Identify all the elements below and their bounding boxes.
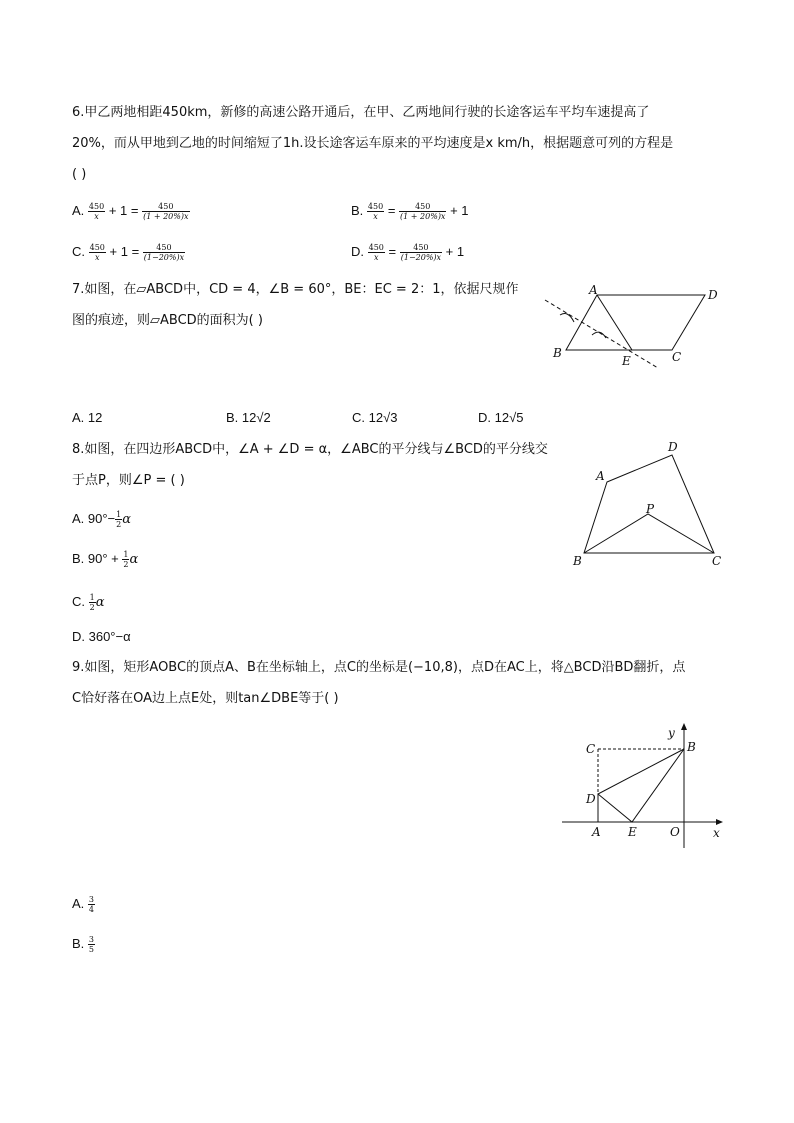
label-c: C — [672, 350, 682, 364]
option-label: A. — [72, 203, 85, 218]
x-axis-arrow — [716, 819, 723, 825]
q8-option-c[interactable] — [72, 593, 105, 612]
fraction: $\frac{3}{5}$ — [88, 935, 94, 955]
q6-option-c[interactable] — [72, 243, 185, 262]
q8-line1: 8.如图，在四边形ABCD中，∠A + ∠D = α，∠ABC的平分线与∠BCD的平分线交 — [72, 442, 548, 457]
q7-line2: 图的痕迹，则▱ABCD的面积为( ) — [72, 313, 263, 328]
fraction: $\frac{450}{x}$ — [368, 243, 384, 263]
triangle-bde — [598, 749, 684, 822]
q6-line2: 20%，而从甲地到乙地的时间缩短了1h.设长途客运车原来的平均速度是x km/h，根据题意可列的方程是 — [72, 136, 674, 151]
q7-parallelogram-figure — [540, 280, 730, 375]
perpendicular-bisector-line — [545, 300, 658, 368]
q9-line1: 9.如图，矩形AOBC的顶点A、B在坐标轴上，点C的坐标是(−10,8)，点D在AC上，将△BCD沿BD翻折，点 — [72, 660, 686, 675]
equation-middle: = — [384, 244, 400, 259]
q7-option-b[interactable]: B. 12√2 — [226, 410, 271, 425]
label-c: C — [586, 742, 596, 756]
bisectors-bp-cp — [584, 514, 714, 553]
q9-option-a[interactable] — [72, 895, 95, 914]
equation-middle: = — [384, 203, 400, 218]
q9-coordinate-figure — [560, 720, 725, 850]
label-d: D — [708, 288, 718, 302]
option-label: C. — [72, 244, 85, 259]
equation-tail: + 1 — [442, 244, 465, 259]
fraction: $\frac{450}{(1-20\%)x}$ — [400, 243, 442, 263]
label-p: P — [646, 502, 655, 516]
label-c: C — [712, 554, 722, 568]
label-x: x — [713, 826, 720, 840]
q7-option-d[interactable]: D. 12√5 — [478, 410, 524, 425]
arc-mark — [560, 314, 574, 322]
q6-option-b[interactable] — [351, 202, 469, 221]
q8-option-a[interactable] — [72, 510, 131, 529]
segment-ae — [597, 295, 632, 350]
alpha: α — [129, 552, 139, 567]
option-label: C. — [72, 594, 89, 609]
label-a: A — [596, 469, 605, 483]
q9-option-b[interactable] — [72, 935, 95, 954]
y-axis-arrow — [681, 723, 687, 730]
fraction-half: $\frac{1}{2}$ — [89, 593, 95, 613]
q7-line1: 7.如图，在▱ABCD中，CD = 4，∠B = 60°，BE：EC = 2：1，依据尺规作 — [72, 282, 519, 297]
option-label: D. — [351, 244, 364, 259]
fraction-half: $\frac{1}{2}$ — [116, 510, 122, 530]
q7-option-c[interactable]: C. 12√3 — [352, 410, 398, 425]
q9-line2: C恰好落在OA边上点E处，则tan∠DBE等于( ) — [72, 691, 339, 706]
fraction: $\frac{450}{x}$ — [88, 202, 105, 222]
q7-option-a[interactable]: A. 12 — [72, 410, 103, 425]
equation-middle: + 1 = — [105, 203, 143, 218]
label-a: A — [589, 283, 598, 297]
q8-quadrilateral-figure — [568, 436, 728, 572]
q8-option-b[interactable] — [72, 550, 138, 569]
label-b: B — [553, 346, 562, 360]
label-d: D — [668, 440, 678, 454]
label-a: A — [592, 825, 601, 839]
fraction: $\frac{3}{4}$ — [88, 895, 94, 915]
label-b: B — [687, 740, 696, 754]
q6-line3: ( ) — [72, 167, 87, 182]
equation-middle: + 1 = — [105, 244, 143, 259]
fraction: $\frac{450}{x}$ — [367, 202, 384, 222]
option-label: B. 90° + — [72, 551, 123, 566]
option-label: B. — [351, 203, 364, 218]
q6-option-d[interactable] — [351, 243, 464, 262]
alpha: α — [95, 595, 105, 610]
label-o: O — [670, 825, 680, 839]
q8-option-d[interactable]: D. 360°−α — [72, 629, 131, 644]
alpha: α — [122, 512, 132, 527]
fraction: $\frac{450}{x}$ — [89, 243, 105, 263]
label-e: E — [628, 825, 637, 839]
label-d: D — [586, 792, 596, 806]
label-b: B — [573, 554, 582, 568]
option-label: A. 90°− — [72, 511, 116, 526]
equation-tail: + 1 — [446, 203, 469, 218]
fraction-half: $\frac{1}{2}$ — [123, 550, 129, 570]
q8-line2: 于点P，则∠P = ( ) — [72, 473, 185, 488]
fraction: $\frac{450}{(1-20\%)x}$ — [143, 243, 185, 263]
q6-option-a[interactable] — [72, 202, 190, 221]
label-y: y — [668, 726, 675, 740]
option-label: A. — [72, 896, 88, 911]
parallelogram-abcd — [566, 295, 705, 350]
option-label: B. — [72, 936, 88, 951]
fraction: $\frac{450}{(1 + 20\%)x}$ — [143, 202, 189, 222]
label-e: E — [622, 354, 631, 368]
fraction: $\frac{450}{(1 + 20\%)x}$ — [400, 202, 446, 222]
q6-line1: 6.甲乙两地相距450km，新修的高速公路开通后，在甲、乙两地间行驶的长途客运车平均车速提高了 — [72, 105, 650, 120]
